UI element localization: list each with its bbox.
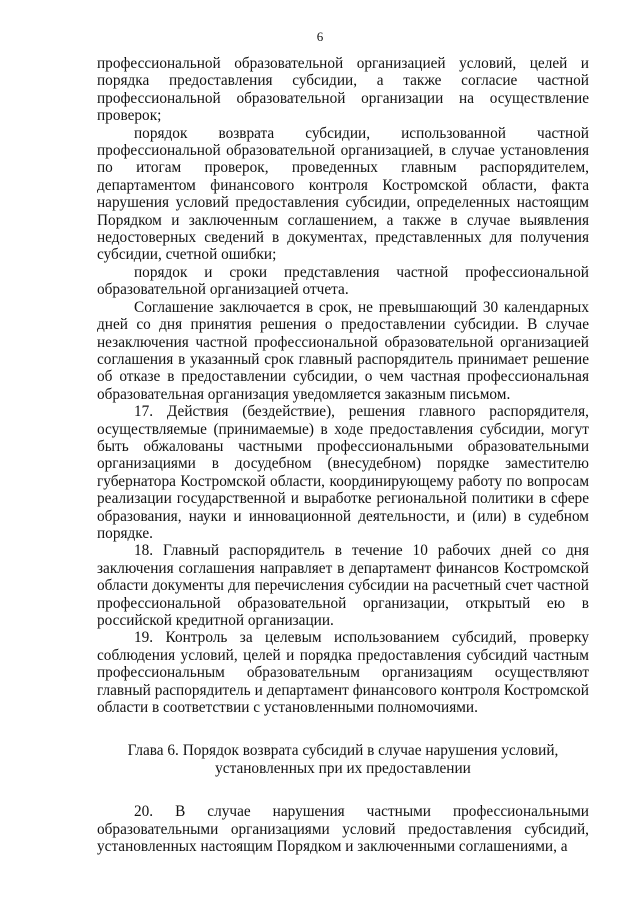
chapter-title-line-2: установленных при их предоставлении: [215, 759, 471, 777]
paragraph-18-transfer: 18. Главный распорядитель в течение 10 рабочих дней со дня заключения соглашения направляет в департамент финансов Костромской области документы для перечисления субсидии на расчетный счет частной профессиональной образовательной организации, открытый ею в российской кредитной организации.: [97, 542, 589, 629]
paragraph-agreement-term: Соглашение заключается в срок, не превышающий 30 календарных дней со дня принятия решения о предоставлении субсидии. В случае незаключения частной профессиональной образовательной организацией соглашения в указанный срок главный распорядитель принимает решение об отказе в предоставлении субсидии, о чем частная профессиональная образовательная организация уведомляется заказным письмом.: [97, 298, 589, 403]
document-body: [97, 55, 589, 855]
paragraph-17-appeal: 17. Действия (бездействие), решения главного распорядителя, осуществляемые (принимаемые) в ходе предоставления субсидии, могут быть обжалованы частными профессиональными образовательными организациями в досудебном (внесудебном) порядке заместителю губернатора Костромской области, координирующему работу по вопросам реализации государственной и выработке региональной политики в сфере образования, науки и инновационной деятельности, и (или) в судебном порядке.: [97, 403, 589, 542]
chapter-title: [97, 742, 589, 777]
paragraph-20-violation: 20. В случае нарушения частными профессиональными образовательными организациями условий предоставления субсидий, установленных настоящим Порядком и заключенными соглашениями, а: [97, 803, 589, 856]
paragraph-refund-order: порядок возврата субсидии, использованной частной профессиональной образовательной организацией, в случае установления по итогам проверок, проведенных главным распорядителем, департаментом финансового контроля Костромской области, факта нарушения условий предоставления субсидии, определенных настоящим Порядком и заключенным соглашением, а также в случае выявления недостоверных сведений в документах, представленных для получения субсидии, счетной ошибки;: [97, 124, 589, 264]
page-number: 6: [316, 29, 324, 44]
chapter-title-line-1: Глава 6. Порядок возврата субсидий в случае нарушения условий,: [127, 742, 559, 760]
paragraph-19-control: 19. Контроль за целевым использованием субсидий, проверку соблюдения условий, целей и порядка предоставления субсидий частным профессиональным образовательным организациям осуществляют главный распорядитель и департамент финансового контроля Костромской области в соответствии с установленными полномочиями.: [97, 629, 589, 717]
paragraph-conditions-consent: профессиональной образовательной организацией условий, целей и порядка предоставления субсидии, а также согласие частной профессиональной образовательной организации на осуществление проверок;: [97, 55, 589, 125]
paragraph-report-order: порядок и сроки представления частной профессиональной образовательной организацией отчета.: [97, 263, 589, 299]
